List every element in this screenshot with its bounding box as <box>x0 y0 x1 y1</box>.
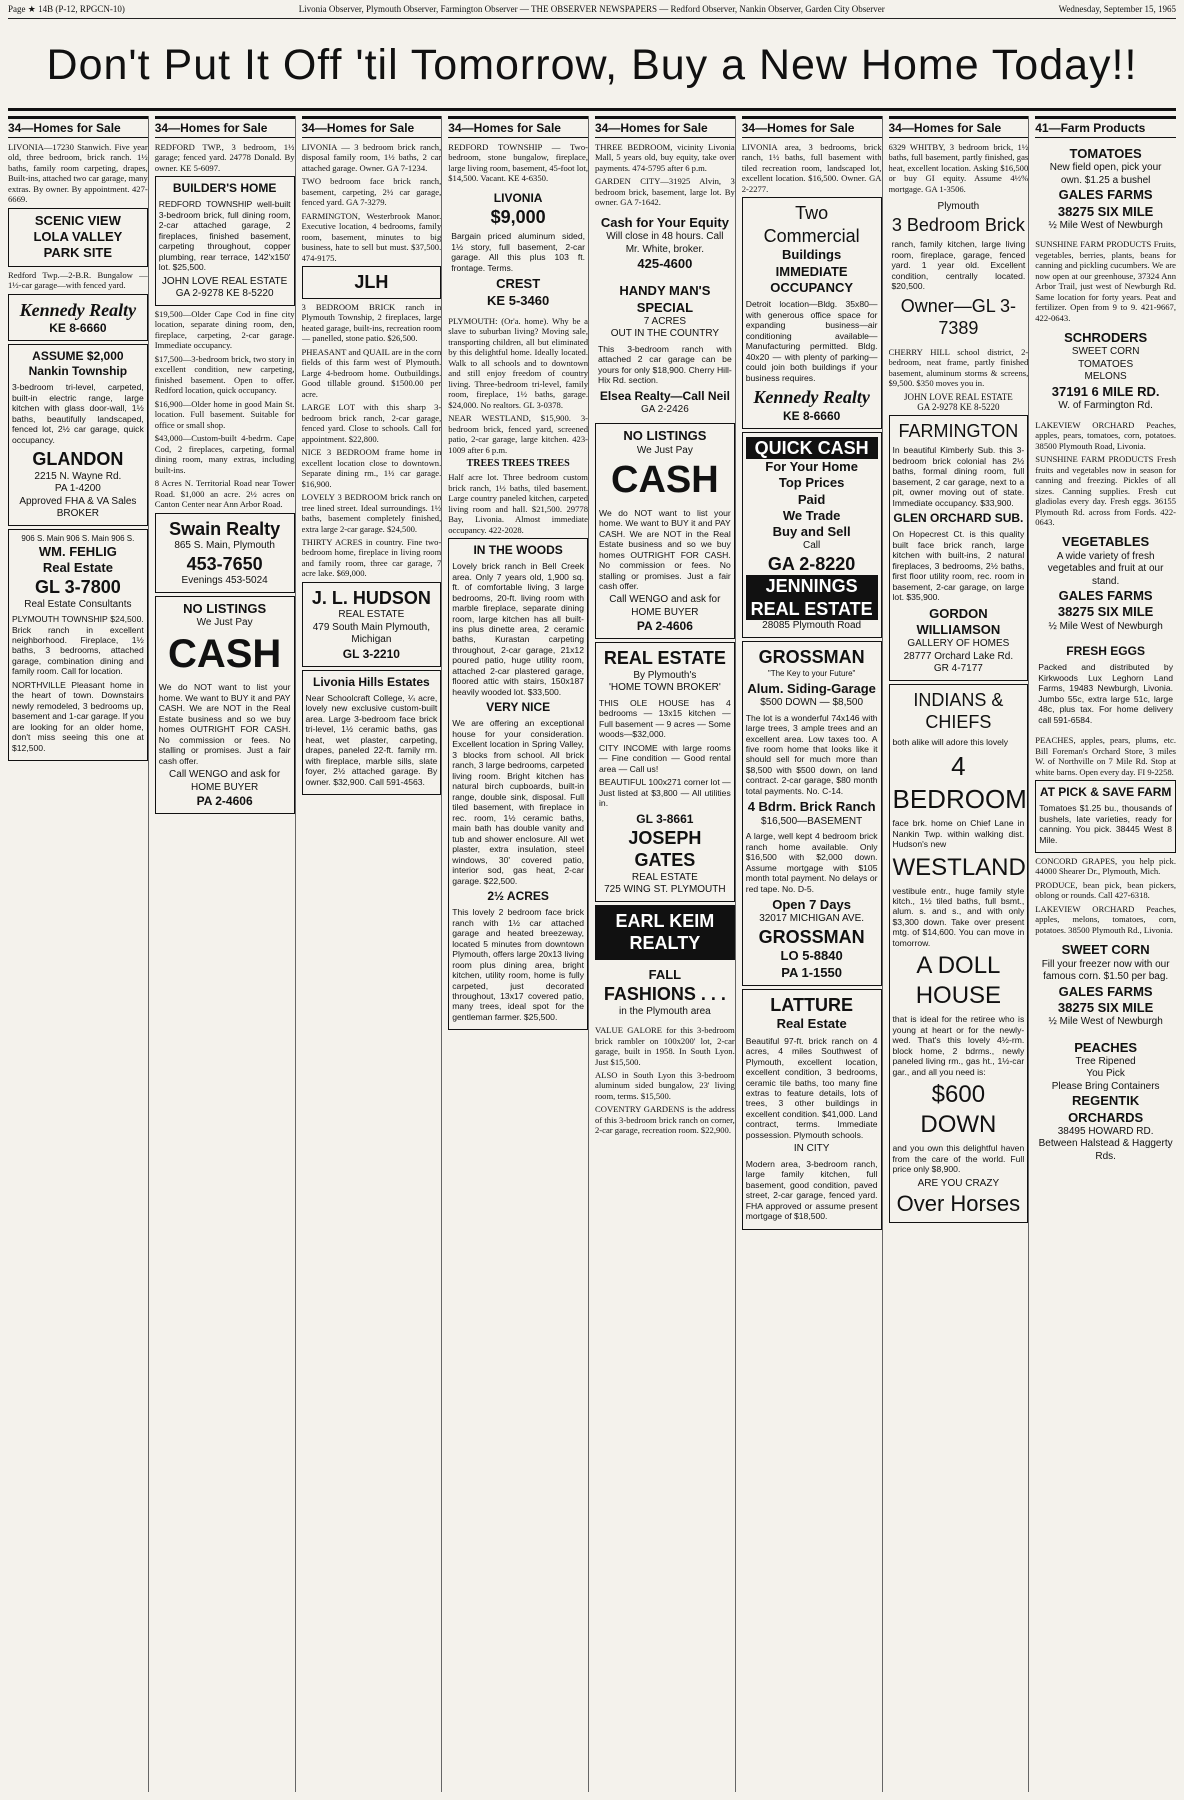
ad-line: Tree Ripened <box>1075 1055 1136 1067</box>
ad-title: Cash for Your Equity <box>600 214 729 230</box>
ad-line: IMMEDIATE <box>775 263 848 279</box>
no-listings-ad <box>595 423 735 639</box>
page-banner: Don't Put It Off 'til Tomorrow, Buy a New Home Today!! <box>8 22 1176 111</box>
ad-text: Near Schoolcraft College, ¼ acre, lovely new exclusive custom-built area. Large 3-bedroom face brick tri-level, 1½ ceramic baths, gas heat, wet plaster, carpeting, drapes, paneled 22-ft. family rm. with fireplace, marble sills, slate foyer, 2½ attached garage. By owner. $32,900. Call 591-4563. <box>305 692 438 787</box>
ad-address: 38275 SIX MILE <box>1057 604 1154 620</box>
fall-fashions-ad <box>595 963 735 1022</box>
pick-save-ad <box>1035 780 1176 853</box>
ad-phone: GA 2-8220 <box>767 553 856 574</box>
listing: LIVONIA area, 3 bedrooms, brick ranch, 1½ baths, full basement with tiled recreation room, landscaped lot, excellent location. $16,500. Owner. GA 2-2277. <box>741 142 882 194</box>
ad-address: 479 South Main Plymouth, Michigan <box>312 621 431 646</box>
ad-title: FRESH EGGS <box>1066 644 1145 659</box>
ad-line: in the Plymouth area <box>619 1005 711 1017</box>
logo-text: REALTY <box>629 933 701 954</box>
ad-line: Top Prices <box>778 475 845 491</box>
ad-phone: PA 1-4200 <box>54 483 101 495</box>
ad-line: Please Bring Containers <box>1051 1080 1160 1092</box>
indians-chiefs-ad <box>889 684 1029 1223</box>
ad-text: On Hopecrest Ct. is this quality built face brick ranch, large kitchen with built-ins, 2 natural fireplaces, 3 bedrooms, 2½ baths, first floor utility room, rec. room in basement, 2-car garage, on large lot. $35,900. <box>892 529 1025 603</box>
commercial-ad <box>742 197 882 428</box>
ad-line: PARK SITE <box>43 245 113 261</box>
listing: LIVONIA — 3 bedroom brick ranch, disposal family room, 1½ baths, 2 car attached garage. Owner. GA 7-1234. <box>301 142 442 173</box>
ad-line: LOLA VALLEY <box>33 229 123 245</box>
listing: PRODUCE, bean pick, bean pickers, oblong or rounds. Call 427-6318. <box>1035 879 1176 901</box>
ad-line: FALL <box>648 966 682 982</box>
ad-text: Fill your freezer now with our famous corn. $1.50 per bag. <box>1041 958 1170 983</box>
listing: TWO bedroom face brick ranch, basement, carpeting, 2½ car garage, fenced yard. GA 7-3279. <box>301 176 442 208</box>
ad-call: Call WENGO and ask for HOME BUYER <box>169 769 281 793</box>
ad-text: PLYMOUTH TOWNSHIP $24,500. Brick ranch in excellent neighborhood. Fireplace, 1½ baths, 3 bedrooms, attached garage, combination dining and family room. Call for location. <box>12 614 144 677</box>
listing: THREE BEDROOM, vicinity Livonia Mall, 5 years old, buy equity, take over payments. 474-5795 after 6 p.m. <box>595 142 735 173</box>
ad-line: NO LISTINGS <box>623 428 707 444</box>
listing: 6329 WHITBY, 3 bedroom brick, 1½ baths, full basement, partly finished, gas heat, excellent location. Asking $16,500 or buy GI equity. Assume 4½% mortgage. GA 1-3506. <box>888 142 1029 194</box>
ad-name: GROSSMAN <box>758 646 865 667</box>
ad-name: GALES FARMS <box>1058 187 1153 203</box>
ad-direction: W. of Farmington Rd. <box>1058 400 1153 412</box>
grossman-ad <box>742 641 882 986</box>
ad-line: We Trade <box>782 507 841 523</box>
ad-address: 37191 6 MILE RD. <box>1051 383 1160 399</box>
listing: Half acre lot. Three bedroom custom brick ranch, 1½ baths, tiled basement. Large country paneled kitchen, carpeted living room and hall. $21,500. 29778 Bay, Livonia. Almost immediate occupancy. 422-2028. <box>448 472 588 535</box>
ad-title: VEGETABLES <box>1062 534 1150 550</box>
schroders-ad <box>1035 326 1176 417</box>
ad-text: ranch, family kitchen, large living room, fireplace, garage, fenced yard. 1 year old. Excellent condition, centrally located. $20,500. <box>891 239 1026 292</box>
ad-cash: CASH <box>611 459 719 502</box>
ad-address: 2215 N. Wayne Rd. <box>34 470 122 482</box>
ad-tag: Approved FHA & VA Sales BROKER <box>19 495 137 520</box>
listing: SUNSHINE FARM PRODUCTS Fruits, vegetables, berries, plants, beans for canning and pickling cucumbers. We are now open at our greenhouse, 37324 Ann Arbor Trail, just west of Newburgh Rd. Same location for forty years. Peat and fertilizer. Open from 9 to 9. 421-9667, 422-0643. <box>1035 239 1176 323</box>
section-heading: 41—Farm Products <box>1035 116 1176 138</box>
ad-text: REDFORD TOWNSHIP well-built 3-bedroom brick, full dining room, 2-car attached garage, 2 fireplaces, finished basement, carpeting throughout, copper plumbing, rear terrace, 142'x150' lot. $25,500. <box>158 199 291 273</box>
ad-text: A wide variety of fresh vegetables and fruit at our stand. <box>1047 550 1164 587</box>
folio-left: Page ★ 14B (P-12, RPGCN-10) <box>8 4 125 14</box>
ad-phone: PA 2-4606 <box>196 794 253 809</box>
listing: NEAR WESTLAND, $15,900. 3-bedroom brick, fenced yard, screened patio, 2-car garage, large kitchen. 423-1009 after 6 p.m. <box>448 413 588 455</box>
column-5 <box>595 116 736 1792</box>
ad-text: Tomatoes $1.25 bu., thousands of bushels, late varieties, ready for canning. You pick. 38445 West 8 Mile. <box>1039 803 1172 845</box>
listing: CHERRY HILL school district, 2-bedroom, neat frame, partly finished basement, aluminum storms & screens, $9,500. $350 moves you in. <box>888 346 1029 389</box>
ad-text: Modern area, 3-bedroom ranch, large family kitchen, full basement, good condition, paved street, 2-car garage, fenced yard. FHA approved or assume present mortgage of $18,500. <box>745 1158 878 1222</box>
no-listings-ad <box>155 596 295 815</box>
listing: LAKEVIEW ORCHARD Peaches, apples, pears, tomatoes, corn, potatoes. 38500 Plymouth Road, Livonia. <box>1035 419 1176 451</box>
gates-ad <box>595 642 735 901</box>
builders-home-ad <box>155 176 295 305</box>
ad-text: NORTHVILLE Pleasant home in the heart of town. Downstairs newly remodeled, 3 bedrooms up, basement and 1-car garage. If you are looking for an older home, don't miss seeing this one at $12,500. <box>12 679 144 753</box>
ad-text: New field open, pick your own. $1.25 a bushel <box>1049 162 1162 186</box>
cash-equity-ad <box>595 211 735 277</box>
column-6 <box>742 116 883 1792</box>
ad-title: FARMINGTON <box>898 420 1019 441</box>
ad-phone: GR 4-7177 <box>933 663 983 675</box>
ad-address: 38275 SIX MILE <box>1057 203 1154 219</box>
ad-address: 32017 MICHIGAN AVE. <box>759 913 865 925</box>
column-4 <box>448 116 589 1792</box>
listing: PHEASANT and QUAIL are in the corn fields of this farm west of Plymouth. Large 4-bedroom home. Outbuildings. Good tillable ground. $1500.00 per acre. <box>301 346 442 399</box>
ad-phone: 453-7650 <box>186 553 263 574</box>
listing: $43,000—Custom-built 4-bedrm. Cape Cod, 2 fireplaces, carpeting, formal dining room, many extras, including built-ins. <box>154 433 295 475</box>
listing: LAKEVIEW ORCHARD Peaches, apples, melons, tomatoes, corn, potatoes. 38500 Plymouth Rd., Livonia. <box>1035 903 1176 935</box>
earl-keim-logo <box>595 905 735 960</box>
section-heading: 34—Homes for Sale <box>302 116 442 138</box>
ad-title: 4 Bdrm. Brick Ranch <box>747 799 876 815</box>
ad-text: A large, well kept 4 bedroom brick ranch home available. Only $16,500 with $2,000 down. Assume mortgage with $105 month total payment. No delays or red tape. No. D-5. <box>745 831 878 894</box>
ad-line: SPECIAL <box>636 299 694 315</box>
ad-text: We are offering an exceptional house for your consideration. Excellent location in Spring Valley, 3 blocks from school. All brick ranch, 3 large bedrooms, carpeted living room. Bright kitchen has natural birch cupboards, built-in range, double sink, disposal. Full tiled basement, with fireplace in rec. room, 1½ ceramic baths, main bath has double vanity and tub and shower enclosure. All wet plaster, extra insulation, steel windows, 30' covered patio, interior sod, gas heat, 2-car garage. $22,500. <box>452 718 584 886</box>
ad-direction: ½ Mile West of Newburgh <box>1048 1016 1163 1028</box>
listing: COVENTRY GARDENS is the address of this 3-bedroom brick ranch on corner, 2-car garage, recreation room. $22,900. <box>595 1104 735 1136</box>
ad-price: $500 DOWN — $8,500 <box>760 697 864 709</box>
ad-text: CITY INCOME with large rooms — Fine condition — Good rental area — Call us! <box>599 742 731 774</box>
hudson-ad <box>302 582 442 667</box>
ad-line: HANDY MAN'S <box>619 283 711 299</box>
listing: SUNSHINE FARM PRODUCTS Fresh fruits and vegetables now in season for canning and freezing. Pickles of all sizes. Canning supplies. Fresh cut gladiolas every day. Fresh eggs. 36155 Plymouth Rd. across from Fords. 422-0643. <box>1035 454 1176 527</box>
ad-text: This lovely 2 bedroom face brick ranch with 1½ car attached garage and heated breezeway, located 5 minutes from downtown Plymouth, offers large 20x13 living room plus dining area, bright kitchen, utility room, home is fully carpeted, just decorated throughout, 13x17 covered patio, many trees, ideal spot for the gentleman farmer. $25,500. <box>452 907 584 1022</box>
section-heading: 34—Homes for Sale <box>595 116 735 138</box>
listing: CONCORD GRAPES, you help pick. 44000 Shearer Dr., Plymouth, Mich. <box>1035 856 1176 877</box>
ad-line: Nankin Township <box>28 364 128 379</box>
ad-phone: GA 2-2426 <box>640 403 689 415</box>
ad-address: 38495 HOWARD RD. <box>1057 1125 1154 1137</box>
ad-address: 865 S. Main, Plymouth <box>174 540 275 552</box>
ad-name: GLANDON <box>32 449 124 470</box>
ad-line: By Plymouth's <box>633 669 697 681</box>
ad-text: 3-bedroom tri-level, carpeted, built-in electric range, large kitchen with glass door-wall, 1½ baths, beautifully landscaped, fenced lot, 2½ car garage, quick occupancy. <box>12 382 144 445</box>
ad-name: Elsea Realty—Call Neil <box>599 388 730 403</box>
ad-name: GALES FARMS <box>1058 983 1153 999</box>
section-heading: 34—Homes for Sale <box>889 116 1029 138</box>
ad-title: HOUSE <box>915 982 1002 1010</box>
section-heading: 34—Homes for Sale <box>155 116 295 138</box>
crest-ad <box>448 187 588 313</box>
listing: NICE 3 BEDROOM frame home in excellent location close to downtown. Separate dining rm., 1½ car garage. $16,900. <box>301 447 442 489</box>
ad-title: INDIANS & CHIEFS <box>913 689 1004 733</box>
listing: PEACHES, apples, pears, plums, etc. Bill Foreman's Orchard Store, 3 miles W. of Northville on 7 Mile Rd. Stop at white barns. Open every day. FI 9-2258. <box>1035 735 1176 777</box>
ad-line: REAL ESTATE <box>338 609 405 621</box>
ad-text: This 3-bedroom ranch with attached 2 car garage can be yours for only $18,900. Cherry Hill-Hix Rd. section. <box>598 343 732 386</box>
listing: $17,500—3-bedroom brick, two story in excellent condition, new carpeting, finished basement. Open to offer. Redford location, quick occupancy. <box>154 353 295 396</box>
column-8 <box>1035 116 1176 1792</box>
column-3 <box>302 116 443 1792</box>
ad-name: JENNINGS <box>746 575 878 598</box>
ad-line: SWEET CORN <box>1071 346 1140 358</box>
broker-name: JOHN LOVE REAL ESTATE <box>904 391 1013 402</box>
ad-direction: ½ Mile West of Newburgh <box>1048 620 1163 632</box>
ad-name: JOHN LOVE REAL ESTATE <box>161 275 288 287</box>
ad-line: Open 7 Days <box>772 897 851 913</box>
listing: LOVELY 3 BEDROOM brick ranch on tree lined street. Ideal surroundings. 1½ baths, basement completely finished, extra large 2-car garage. $24,500. <box>301 492 442 534</box>
fresh-eggs-ad <box>1035 640 1176 732</box>
listing: $16,900—Older home in good Main St. location. Full basement. Suitable for office or small shop. <box>154 398 295 430</box>
ad-title: WESTLAND <box>892 853 1026 881</box>
ad-address: 28777 Orchard Lake Rd. <box>903 650 1014 662</box>
ad-name: Kennedy Realty <box>753 387 870 408</box>
ad-text: Detroit location—Bldg. 35x80—with generous office space for expanding business—air conditioning available—Manufacturing permitted. Bldg. 40x20 — with plenty of parking—could join both buildings if your business requires. <box>745 299 878 383</box>
listing: FARMINGTON, Westerbrook Manor. Executive location, 4 bedrooms, family room, basement, minutes to big business, hate to sell but must. $37,500. 474-9175. <box>301 210 442 263</box>
ad-line: REAL ESTATE <box>631 871 698 883</box>
ad-name: WM. FEHLIG <box>38 543 117 559</box>
folio-center: Livonia Observer, Plymouth Observer, Farmington Observer — THE OBSERVER NEWSPAPERS — Redford Observer, Nankin Observer, Garden City Observer <box>298 4 885 14</box>
ad-title: REAL ESTATE <box>603 648 726 669</box>
ad-text: Packed and distributed by Kirkwoods Lux Leghorn Land Farms, 19483 Newburgh, Livonia. Jumbo 55c, extra large 51c, large 48c, plus tax. For home delivery call 591-6584. <box>1038 662 1173 725</box>
page-folio <box>8 4 1176 19</box>
ad-title: Livonia Hills Estates <box>313 674 430 689</box>
ad-direction: ½ Mile West of Newburgh <box>1048 219 1163 231</box>
scenic-view-ad <box>8 208 148 267</box>
ad-line: TOMATOES <box>1078 358 1134 370</box>
ad-address: 28085 Plymouth Road <box>762 620 862 632</box>
williamson-ad <box>889 415 1029 681</box>
ad-text: Will close in 48 hours. Call Mr. White, broker. <box>606 231 724 255</box>
ad-title: VERY NICE <box>486 700 551 715</box>
ad-text: Bargain priced aluminum sided, 1½ story, full basement, 2-car garage. All this plus 103 ft. frontage. Terms. <box>451 231 585 273</box>
ad-title: 4 BEDROOM <box>892 751 1027 814</box>
ad-title: 3 Bedroom Brick <box>891 214 1025 235</box>
ad-tag: Real Estate Consultants <box>24 598 132 610</box>
ad-line: OUT IN THE COUNTRY <box>610 328 720 340</box>
jlh-logo <box>302 266 442 299</box>
ad-address: 725 WING ST. PLYMOUTH <box>604 884 726 896</box>
ad-line: For Your Home <box>765 459 858 475</box>
listing: REDFORD TWP., 3 bedroom, 1½ garage; fenced yard. 24778 Donald. By owner. KE 5-6097. <box>154 142 295 173</box>
ad-phone: KE 5-3460 <box>487 292 550 308</box>
livonia-hills-ad <box>302 670 442 795</box>
ad-line: We Just Pay <box>196 616 253 628</box>
ad-line: SCENIC VIEW <box>34 212 121 228</box>
ad-phone: 425-4600 <box>637 256 693 272</box>
ad-phone: KE 8-6660 <box>49 321 107 336</box>
section-heading: 34—Homes for Sale <box>742 116 882 138</box>
ad-text: We do NOT want to list your home. We want to BUY it and PAY CASH. We are NOT in the Real Estate business and so we buy homes OUTRIGHT FOR CASH. No commission or fees. No stalling or promises. Just a fair cash offer. <box>599 507 731 591</box>
ad-text: Lovely brick ranch in Bell Creek area. Only 7 years old, 1,900 sq. ft. of comfortable living, 3 large bedrooms, 20-ft. living room with marble fireplace, separate dining room, large kitchen has all built-ins plus dinette area, 2 ceramic baths, Kurastan carpeting throughout, 2-car garage, 21x12 poured patio, huge utility room, attached 2-car plastered garage, floored attic with stairs, 150x187 heavily wooded lot. $33,500. <box>452 561 584 697</box>
ad-price: $16,500—BASEMENT <box>761 815 863 827</box>
ad-name: SCHRODERS <box>1064 330 1148 346</box>
ad-tag: "The Key to your Future" <box>767 669 856 679</box>
ad-text: both alike will adore this lovely <box>892 736 1009 747</box>
ad-line: MELONS <box>1084 371 1127 383</box>
ad-line: We Just Pay <box>636 444 693 456</box>
ad-phone: GL 3-2210 <box>342 646 400 661</box>
ad-text: vestibule entr., huge family style kitch., 1½ tiled baths, full bsmt., alum. s. and s., and with only $3,300 down. Take over present mtg. of $14,600. You can move in tomorrow. <box>892 885 1025 948</box>
ad-name: Real Estate <box>776 1016 847 1032</box>
listing: REDFORD TOWNSHIP — Two-bedroom, stone bungalow, fireplace, large living room, basement, 45-foot lot, $14,500. Vacant. KE 4-6350. <box>448 142 588 184</box>
ad-line: Plymouth <box>937 201 980 213</box>
ad-title: SWEET CORN <box>1061 942 1150 958</box>
ad-phone: Owner—GL 3-7389 <box>900 295 1017 339</box>
ad-line: Buildings <box>782 247 842 263</box>
listing: VALUE GALORE for this 3-bedroom brick rambler on 100x200' lot, 2-car garage, built in 1958. In South Lyon. Just $15,500. <box>595 1025 735 1067</box>
ad-name: J. L. HUDSON <box>311 587 431 608</box>
section-heading: 34—Homes for Sale <box>8 116 148 138</box>
folio-date: Wednesday, September 15, 1965 <box>1058 4 1176 14</box>
ad-title: PEACHES <box>1074 1039 1138 1055</box>
ad-line: GALLERY OF HOMES <box>907 638 1010 650</box>
ad-title: A DOLL <box>916 952 1001 980</box>
ad-phone: KE 8-6660 <box>782 408 841 423</box>
ad-phone: GL 3-8661 <box>636 811 694 826</box>
ad-text: The lot is a wonderful 74x146 with large trees, 3 ample trees and an excellent area. Low taxes too. A five room home that looks like it should sell for much more than $8,500 with $500 down, on land contract. 2-car garage, $80 month total payments. No. C-14. <box>745 712 878 796</box>
plymouth-brick-ad <box>889 197 1029 343</box>
ad-name: GALES FARMS <box>1058 588 1153 604</box>
ad-direction: Between Halstead & Haggerty Rds. <box>1038 1138 1173 1162</box>
ad-line: ASSUME $2,000 <box>32 349 124 364</box>
ad-phone: PA 2-4606 <box>636 619 693 634</box>
ad-line: Two Commercial <box>763 203 860 246</box>
vegetables-ad <box>1035 530 1176 637</box>
ad-price: $9,000 <box>490 206 546 227</box>
ad-call: Call WENGO and ask for HOME BUYER <box>609 594 721 618</box>
ad-phone: LO 5-8840 <box>780 948 843 964</box>
ad-line: Buy and Sell <box>772 524 851 540</box>
ad-name: LATTURE <box>770 994 853 1015</box>
ad-text: Beautiful 97-ft. brick ranch on 4 acres, 4 miles Southwest of Plymouth, excellent location, excellent condition, 3 bedrooms, ceramic tile baths, too many fine extras to feature details, lots of trees, 3 other buildings in excellent condition. $41,000. Land contract, terms. Immediate possession. Plymouth schools. <box>745 1035 878 1140</box>
ad-name: JOSEPH GATES <box>628 827 702 871</box>
listing: Redford Twp.—2-B.R. Bungalow —1½-car garage—with fenced yard. <box>8 269 148 291</box>
ad-line: Paid <box>797 491 826 507</box>
ad-title: AT PICK & SAVE FARM <box>1039 785 1172 800</box>
ad-line: FASHIONS . . . <box>603 984 726 1005</box>
listing: $19,500—Older Cape Cod in fine city location, separate dining room, den, fireplace, carpeting, 2-car garage. Immediate occupancy. <box>154 308 295 351</box>
listing: GARDEN CITY—31925 Alvin, 3 bedroom brick, basement, large lot. By owner. GA 7-1642. <box>595 176 735 208</box>
column-2 <box>155 116 296 1792</box>
ad-line: OCCUPANCY <box>770 279 854 295</box>
swain-realty-ad <box>155 513 295 593</box>
column-1 <box>8 116 149 1792</box>
ad-name: CREST <box>496 276 541 292</box>
ad-text: that is ideal for the retiree who is young at heart or for the newly-wed. That's this lovely 4½-rm. block home, 2 bdrms., newly paneled living rm., gas ht., 1½-car gar., and all you need is: <box>892 1014 1025 1077</box>
ad-text: THIS OLE HOUSE has 4 bedrooms — 13x15 kitchen — Full basement — 9 acres — Some woods—$32,000. <box>599 697 731 740</box>
ad-price: $600 DOWN <box>920 1081 997 1139</box>
ad-line: 7 ACRES <box>643 315 686 327</box>
column-7 <box>889 116 1030 1792</box>
ad-line: LIVONIA <box>493 190 543 205</box>
ad-text: and you own this delightful haven from the care of the world. Full price only $8,900. <box>892 1143 1025 1175</box>
ad-title: QUICK CASH <box>746 437 878 460</box>
in-the-woods-ad <box>448 538 588 1030</box>
ad-line: IN CITY <box>793 1143 830 1155</box>
glandon-ad <box>8 344 148 525</box>
ad-line: You Pick <box>1086 1068 1125 1080</box>
logo-text: EARL KEIM <box>615 910 715 931</box>
fehlig-ad <box>8 529 148 762</box>
ad-line: Real Estate <box>42 559 113 575</box>
ad-title: BUILDER'S HOME <box>172 181 277 196</box>
ad-name: GORDON <box>929 605 988 621</box>
kennedy-realty-ad <box>8 294 148 342</box>
ad-text: BEAUTIFUL 100x271 corner lot — Just listed at $3,800 — All utilities in. <box>599 777 731 809</box>
sweet-corn-ad <box>1035 938 1176 1032</box>
ad-phone: GL 3-7800 <box>35 577 121 598</box>
ad-phone: PA 1-1550 <box>781 964 842 980</box>
ad-line: NO LISTINGS <box>183 600 267 616</box>
ad-strip: 906 S. Main 906 S. Main 906 S. <box>21 533 135 543</box>
listing: ALSO in South Lyon this 3-bedroom aluminum sided bungalow, 23' living room, terms. $15,500. <box>595 1070 735 1101</box>
classified-columns <box>8 116 1176 1792</box>
broker-phone: GA 2-9278 KE 8-5220 <box>917 401 1000 412</box>
ad-name: Swain Realty <box>169 518 281 539</box>
ad-address: 38275 SIX MILE <box>1057 999 1154 1015</box>
logo-text: JLH <box>354 272 389 293</box>
ad-name: REGENTIK ORCHARDS <box>1068 1093 1144 1125</box>
tomatoes-ad <box>1035 142 1176 236</box>
regentik-ad <box>1035 1036 1176 1168</box>
latture-ad <box>742 989 882 1230</box>
handy-man-ad <box>595 279 735 420</box>
section-heading: 34—Homes for Sale <box>448 116 588 138</box>
ad-text: We do NOT want to list your home. We want to BUY it and PAY CASH. We are NOT in the Real Estate business and so we buy homes OUTRIGHT FOR CASH. No commission or fees. No stalling or promises. Just a fair cash offer. <box>158 682 291 766</box>
quick-cash-ad <box>742 432 882 638</box>
listing: THIRTY ACRES in country. Fine two-bedroom home, fireplace in living room and family room, three car garage, 7 acre lake. $69,000. <box>301 537 442 579</box>
ad-text: face brk. home on Chief Lane in Nankin Twp. within walking dist. Hudson's new <box>892 818 1025 850</box>
ad-name: WILLIAMSON <box>916 621 1001 637</box>
ad-title: TOMATOES <box>1069 146 1142 161</box>
ad-name: Kennedy Realty <box>19 299 137 320</box>
listing-title: TREES TREES TREES <box>466 458 570 470</box>
ad-phone: GA 2-9278 KE 8-5220 <box>175 288 274 300</box>
listing: LIVONIA—17230 Stanwich. Five year old, three bedroom, brick ranch. 1½ baths, family room carpeting, drapes, Built-ins, attached two car garage, many extras. By owner. By appointment. 427-6669. <box>8 142 148 205</box>
ad-cash: CASH <box>167 632 282 677</box>
listing: 8 Acres N. Territorial Road near Tower Road. $1,000 an acre. 2½ acres on Canton Center near Ann Arbor Road. <box>154 478 295 510</box>
listing: 3 BEDROOM BRICK ranch in Plymouth Township, 2 fireplaces, large heated garage, built-ins, recreation room — panelled, stone patio. $26,500. <box>301 301 442 344</box>
ad-name: REAL ESTATE <box>746 598 878 621</box>
ad-text: In beautiful Kimberly Sub. this 3-bedroom brick colonial has 2½ baths, formal dining room, full basement, 2 car garage, next to a pit, owner moving out of state. Immediate occupancy. $33,900. <box>892 445 1025 508</box>
ad-title: IN THE WOODS <box>473 543 563 558</box>
ad-evenings: Evenings 453-5024 <box>181 575 268 587</box>
ad-line: Call <box>803 540 821 552</box>
ad-title: GLEN ORCHARD SUB. <box>893 511 1024 526</box>
ad-title: Over Horses <box>896 1191 1021 1217</box>
ad-title: Alum. Siding-Garage <box>747 680 876 696</box>
listing: LARGE LOT with this sharp 3-bedroom brick ranch, 2-car garage, fenced yard. Close to schools. Call for appointment. $22,800. <box>301 402 442 444</box>
ad-title: 2½ ACRES <box>487 889 549 904</box>
ad-name: GROSSMAN <box>758 926 865 947</box>
ad-line: 'HOME TOWN BROKER' <box>608 682 721 694</box>
listing: PLYMOUTH: (Or'a. home). Why be a slave to suburban living? Moving sale, transporting children, all but eliminated by this delightful home. Ideally located. Walk to all schools and to downtown and still enjoy freedom of country living. Three-bedroom tri-level, family room, fireplace, 1½ baths, garage. $24,000. No realtors. GL 3-0378. <box>448 315 588 410</box>
ad-line: ARE YOU CRAZY <box>917 1177 1000 1189</box>
